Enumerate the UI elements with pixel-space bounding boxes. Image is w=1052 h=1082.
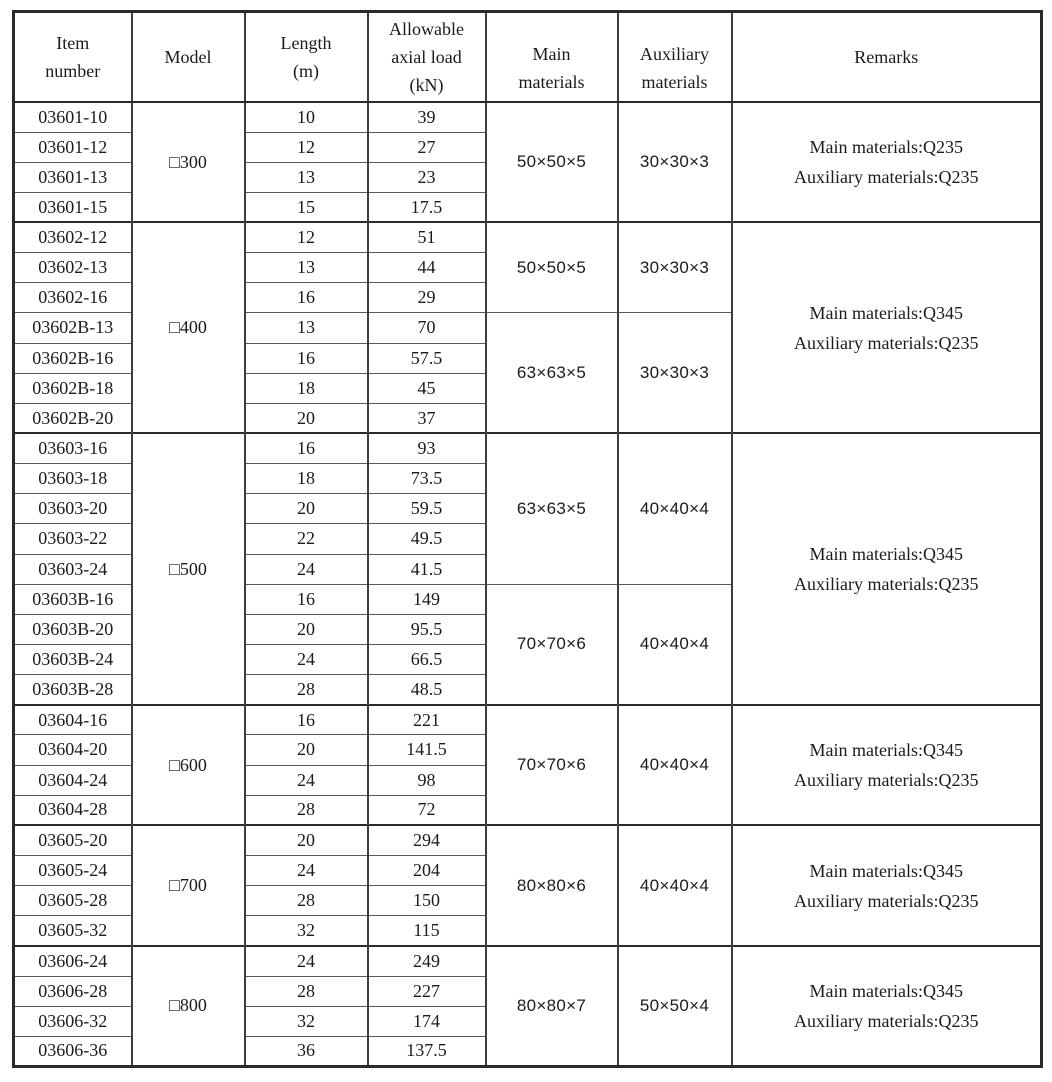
load-cell: 45 [368,373,486,403]
length-cell: 28 [245,795,368,825]
length-cell: 24 [245,765,368,795]
remarks-line: Auxiliary materials:Q235 [794,574,979,595]
load-cell: 95.5 [368,614,486,644]
length-cell: 24 [245,946,368,976]
load-cell: 39 [368,102,486,132]
col-header-main-materials [486,12,618,102]
length-cell: 12 [245,222,368,252]
load-cell: 70 [368,313,486,343]
table-row [14,825,1042,855]
item-cell: 03601-13 [14,162,132,192]
load-cell: 149 [368,584,486,614]
header-line: Length [280,32,332,53]
header-row [14,12,1042,102]
load-cell: 59.5 [368,494,486,524]
col-header-item-number [14,12,132,102]
item-cell: 03602-12 [14,222,132,252]
length-cell: 28 [245,675,368,705]
aux-material-cell: 40×40×4 [618,584,732,705]
item-cell: 03606-32 [14,1006,132,1036]
length-cell: 24 [245,554,368,584]
model-cell: □700 [132,825,245,946]
col-header-remarks: Remarks [732,12,1042,102]
length-cell: 13 [245,253,368,283]
item-cell: 03603-18 [14,464,132,494]
aux-material-cell: 30×30×3 [618,222,732,312]
item-cell: 03602B-13 [14,313,132,343]
main-material-cell: 70×70×6 [486,584,618,705]
header-line: axial load [391,46,462,67]
load-cell: 150 [368,886,486,916]
remarks-line: Main materials:Q345 [809,544,963,565]
item-cell: 03603B-24 [14,644,132,674]
item-cell: 03602B-18 [14,373,132,403]
main-material-cell: 50×50×5 [486,102,618,223]
load-cell: 49.5 [368,524,486,554]
load-cell: 17.5 [368,192,486,222]
header-line: Main [532,43,571,64]
load-cell: 115 [368,916,486,946]
remarks-cell [732,946,1042,1067]
remarks-line: Main materials:Q345 [809,980,963,1001]
col-header-length [245,12,368,102]
length-cell: 16 [245,433,368,463]
length-cell: 28 [245,976,368,1006]
item-cell: 03602B-16 [14,343,132,373]
item-cell: 03603B-16 [14,584,132,614]
main-material-cell: 63×63×5 [486,313,618,434]
remarks-line: Main materials:Q345 [809,302,963,323]
item-cell: 03603B-20 [14,614,132,644]
length-cell: 32 [245,916,368,946]
remarks-line: Main materials:Q345 [809,740,963,761]
length-cell: 20 [245,735,368,765]
item-cell: 03604-24 [14,765,132,795]
main-material-cell: 63×63×5 [486,433,618,584]
load-cell: 227 [368,976,486,1006]
length-cell: 20 [245,614,368,644]
header-line: (m) [293,60,319,81]
item-cell: 03602-16 [14,283,132,313]
remarks-cell [732,102,1042,223]
load-cell: 48.5 [368,675,486,705]
length-cell: 28 [245,886,368,916]
remarks-line: Main materials:Q345 [809,860,963,881]
header-line: materials [518,71,585,92]
length-cell: 32 [245,1006,368,1036]
load-cell: 137.5 [368,1036,486,1066]
header-line: number [45,60,101,81]
model-cell: □600 [132,705,245,826]
load-cell: 141.5 [368,735,486,765]
load-cell: 73.5 [368,464,486,494]
header-line: Item [56,32,90,53]
table-row [14,102,1042,132]
length-cell: 16 [245,343,368,373]
aux-material-cell: 50×50×4 [618,946,732,1067]
header-line: materials [641,71,708,92]
main-material-cell: 80×80×6 [486,825,618,946]
length-cell: 20 [245,494,368,524]
load-cell: 98 [368,765,486,795]
item-cell: 03602-13 [14,253,132,283]
load-cell: 93 [368,433,486,463]
remarks-cell [732,705,1042,826]
load-cell: 174 [368,1006,486,1036]
item-cell: 03606-28 [14,976,132,1006]
model-cell: □300 [132,102,245,223]
table-row [14,705,1042,735]
header-line: Auxiliary [640,43,709,64]
header-line: (kN) [409,74,444,95]
remarks-line: Auxiliary materials:Q235 [794,167,979,188]
length-cell: 13 [245,313,368,343]
remarks-cell [732,825,1042,946]
load-cell: 37 [368,403,486,433]
model-cell: □400 [132,222,245,433]
remarks-line: Auxiliary materials:Q235 [794,332,979,353]
item-cell: 03604-28 [14,795,132,825]
col-header-axial-load [368,12,486,102]
item-cell: 03603-16 [14,433,132,463]
remarks-line: Auxiliary materials:Q235 [794,770,979,791]
length-cell: 20 [245,825,368,855]
item-cell: 03602B-20 [14,403,132,433]
load-cell: 221 [368,705,486,735]
main-material-cell: 70×70×6 [486,705,618,826]
item-cell: 03605-32 [14,916,132,946]
item-cell: 03601-12 [14,132,132,162]
length-cell: 24 [245,855,368,885]
load-cell: 29 [368,283,486,313]
load-cell: 44 [368,253,486,283]
model-cell: □500 [132,433,245,704]
length-cell: 36 [245,1036,368,1066]
load-cell: 23 [368,162,486,192]
length-cell: 15 [245,192,368,222]
item-cell: 03603-20 [14,494,132,524]
load-cell: 41.5 [368,554,486,584]
table-row [14,433,1042,463]
model-cell: □800 [132,946,245,1067]
aux-material-cell: 30×30×3 [618,313,732,434]
load-cell: 72 [368,795,486,825]
table-row [14,946,1042,976]
header-line: Allowable [389,18,464,39]
item-cell: 03603-24 [14,554,132,584]
remarks-line: Main materials:Q235 [809,137,963,158]
remarks-cell [732,433,1042,704]
length-cell: 16 [245,705,368,735]
remarks-line: Auxiliary materials:Q235 [794,890,979,911]
length-cell: 12 [245,132,368,162]
item-cell: 03603-22 [14,524,132,554]
length-cell: 10 [245,102,368,132]
item-cell: 03606-36 [14,1036,132,1066]
load-cell: 57.5 [368,343,486,373]
item-cell: 03605-28 [14,886,132,916]
item-cell: 03604-16 [14,705,132,735]
aux-material-cell: 40×40×4 [618,433,732,584]
length-cell: 18 [245,373,368,403]
load-cell: 66.5 [368,644,486,674]
length-cell: 16 [245,283,368,313]
length-cell: 16 [245,584,368,614]
length-cell: 18 [245,464,368,494]
col-header-auxiliary-materials [618,12,732,102]
item-cell: 03601-15 [14,192,132,222]
table-row [14,222,1042,252]
load-cell: 204 [368,855,486,885]
spec-table [12,10,1043,1068]
length-cell: 13 [245,162,368,192]
load-cell: 294 [368,825,486,855]
length-cell: 24 [245,644,368,674]
length-cell: 20 [245,403,368,433]
col-header-model: Model [132,12,245,102]
remarks-cell [732,222,1042,433]
load-cell: 51 [368,222,486,252]
load-cell: 27 [368,132,486,162]
aux-material-cell: 40×40×4 [618,705,732,826]
length-cell: 22 [245,524,368,554]
item-cell: 03604-20 [14,735,132,765]
main-material-cell: 50×50×5 [486,222,618,312]
item-cell: 03606-24 [14,946,132,976]
item-cell: 03605-20 [14,825,132,855]
aux-material-cell: 40×40×4 [618,825,732,946]
aux-material-cell: 30×30×3 [618,102,732,223]
item-cell: 03601-10 [14,102,132,132]
main-material-cell: 80×80×7 [486,946,618,1067]
item-cell: 03603B-28 [14,675,132,705]
load-cell: 249 [368,946,486,976]
remarks-line: Auxiliary materials:Q235 [794,1010,979,1031]
item-cell: 03605-24 [14,855,132,885]
